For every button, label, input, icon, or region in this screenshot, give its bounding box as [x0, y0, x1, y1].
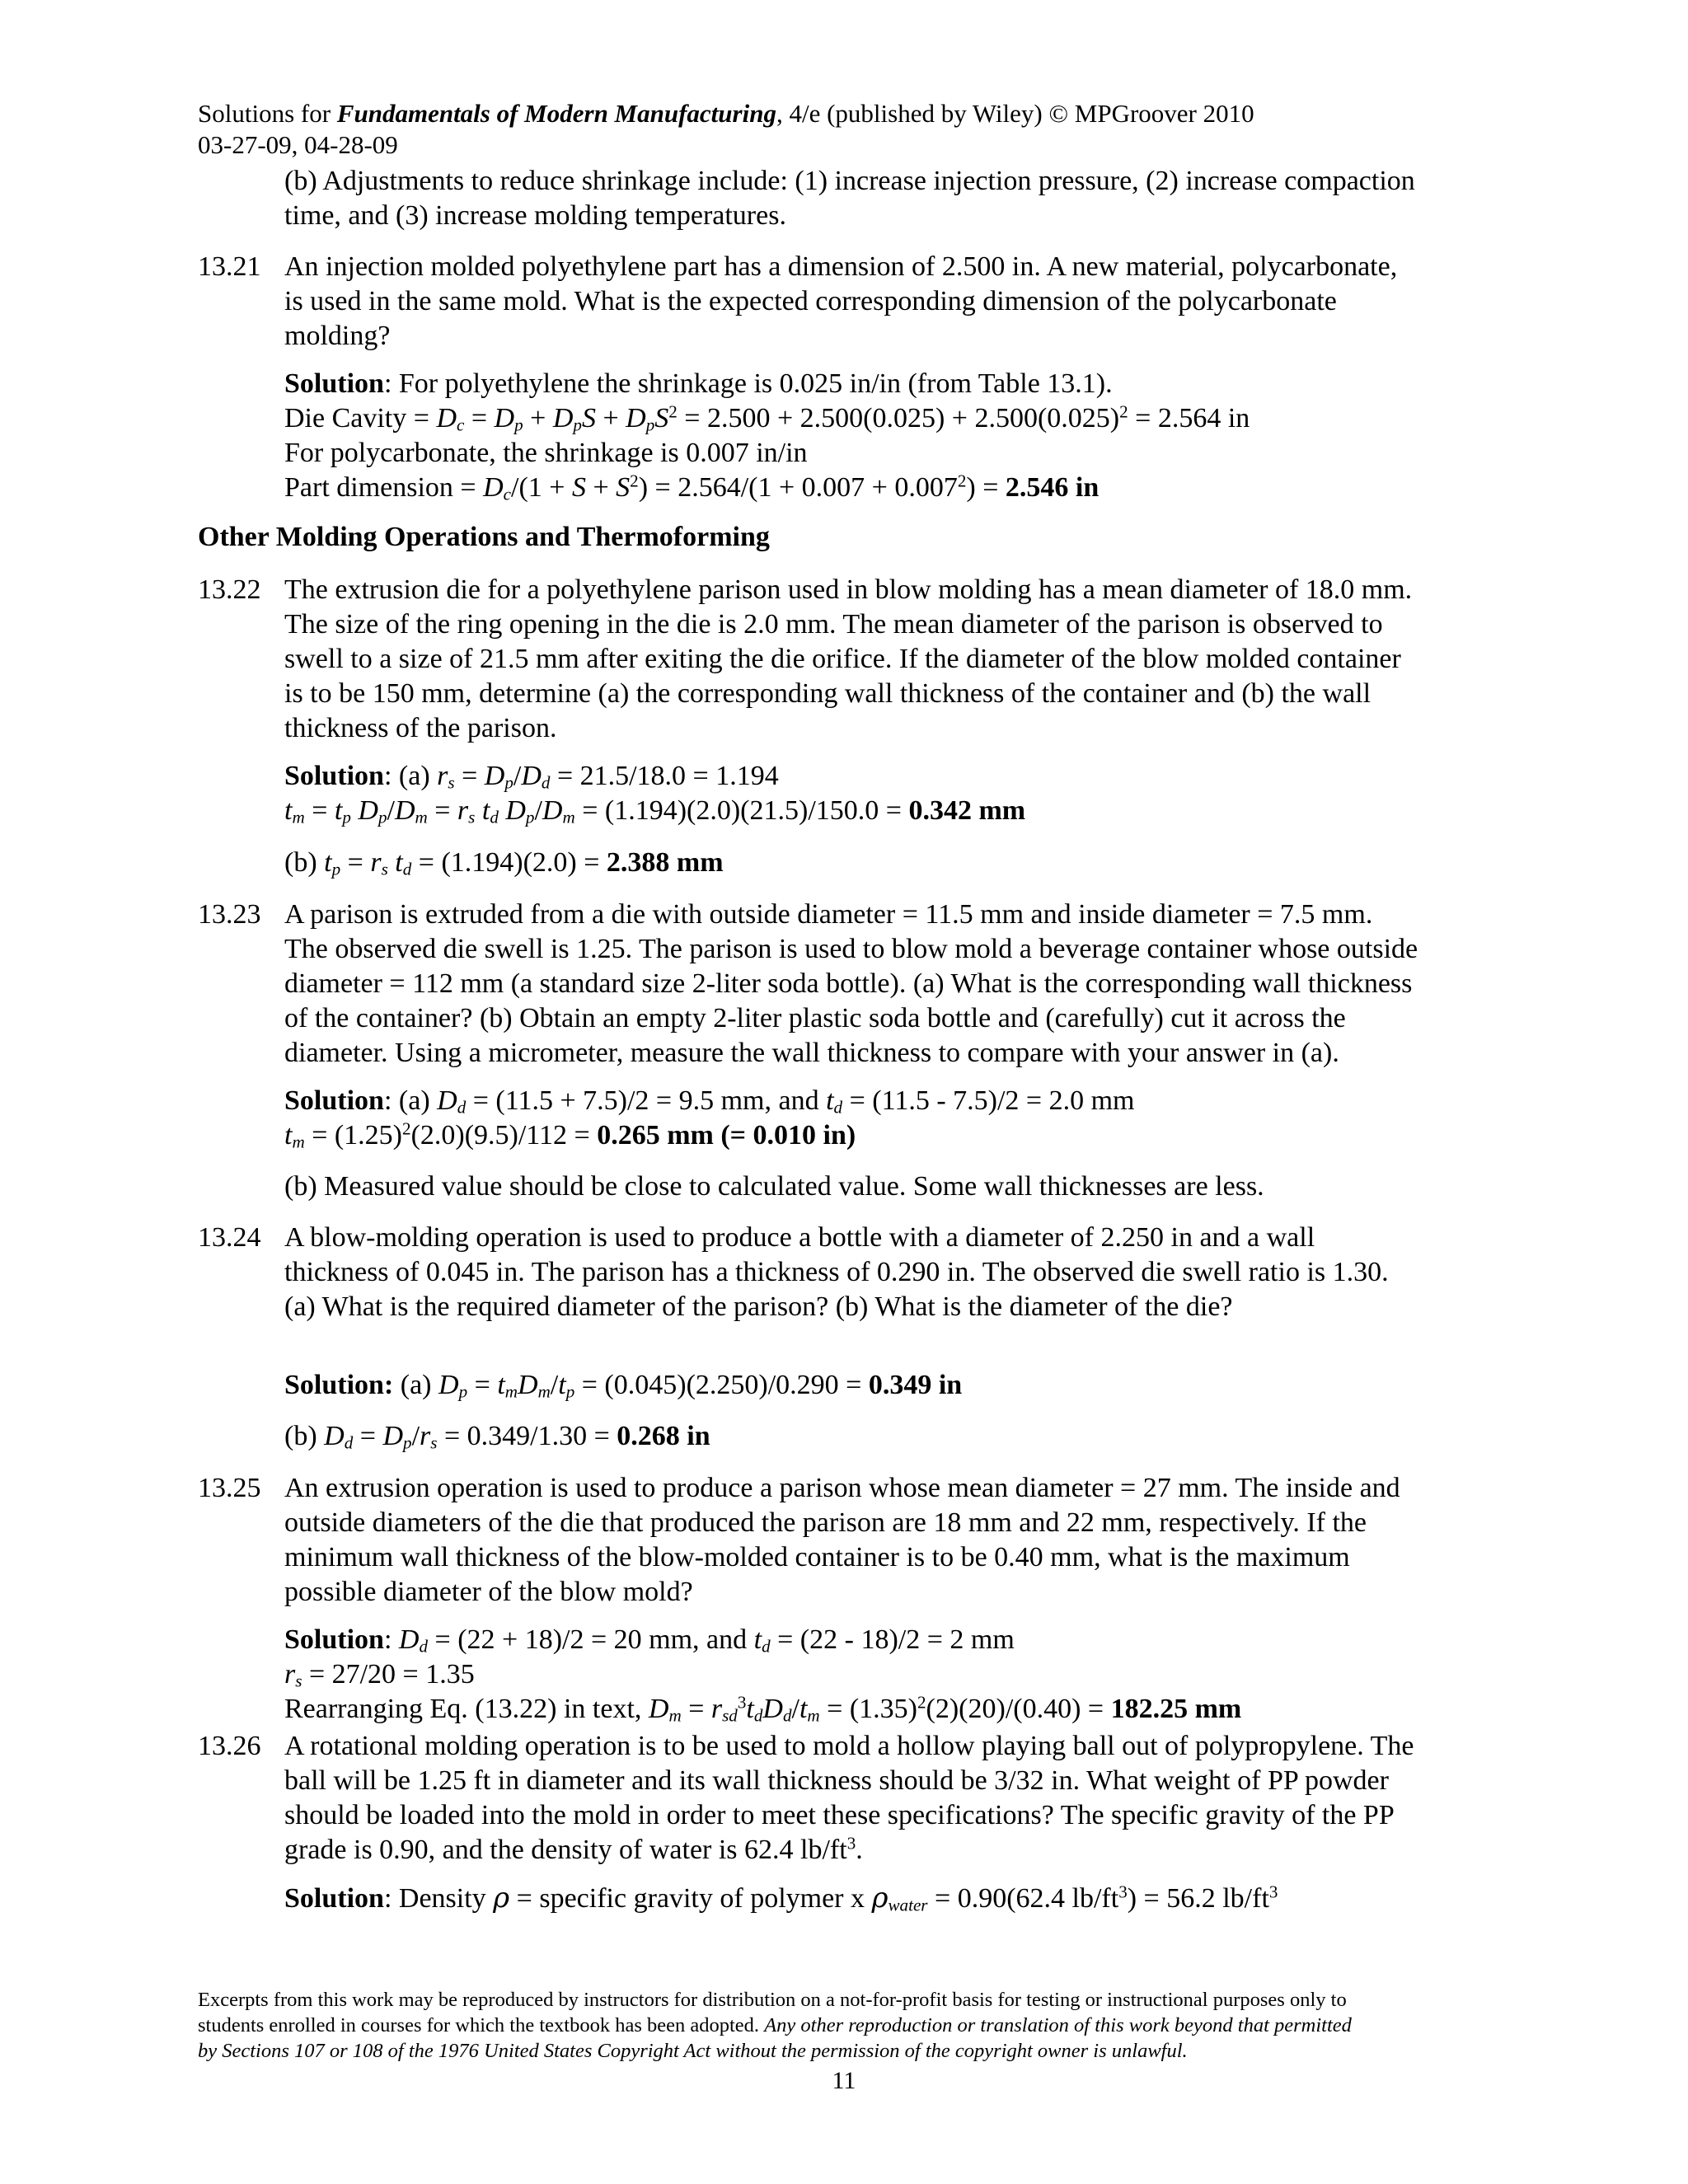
answer: 2.388 mm: [606, 847, 724, 878]
problem-number: 13.22: [198, 574, 261, 605]
problem-text: diameter = 112 mm (a standard size 2-liter soda bottle). (a) What is the corresponding wall thickness: [284, 968, 1413, 999]
book-title: Fundamentals of Modern Manufacturing: [336, 99, 776, 128]
equation-line: (b) $D_d = D_p/r_s = 0.349/1.30 = 0.268$ in: [284, 1421, 710, 1453]
problem-number: 13.25: [198, 1473, 261, 1503]
problem-text: A parison is extruded from a die with outside diameter = 11.5 mm and inside diameter = 7.5 mm.: [284, 899, 1373, 930]
problem-text: diameter. Using a micrometer, measure the wall thickness to compare with your answer in (a).: [284, 1038, 1339, 1068]
solution-line: (b) Measured value should be close to calculated value. Some wall thicknesses are less.: [284, 1171, 1264, 1202]
footer-line: Excerpts from this work may be reproduced by instructors for distribution on a not-for-profit basis for testing or instructional purposes only to: [198, 1989, 1347, 2011]
problem-number: 13.26: [198, 1731, 261, 1761]
problem-text: A blow-molding operation is used to produce a bottle with a diameter of 2.250 in and a wall: [284, 1222, 1315, 1253]
problem-text: of the container? (b) Obtain an empty 2-liter plastic soda bottle and (carefully) cut it across the: [284, 1003, 1346, 1033]
problem-text: is used in the same mold. What is the expected corresponding dimension of the polycarbonate: [284, 286, 1337, 316]
problem-number: 13.21: [198, 251, 261, 282]
equation-line: (b) $t_p = r_s$ $t_d = (1.194)(2.0) = 2.388$ mm: [284, 847, 724, 879]
equation-line: $t_m = (1.25)^2(2.0)(9.5)/112 = 0.265$ mm (= 0.010 in): [284, 1118, 856, 1152]
paragraph-line: (b) Adjustments to reduce shrinkage include: (1) increase injection pressure, (2) increase compaction: [284, 166, 1415, 196]
equation-line: Die Cavity = $D_c = D_p + D_pS + D_pS^2 = 2.500 + 2.500(0.025) + 2.500(0.025)^2 = 2.564$ in: [284, 401, 1250, 435]
problem-text: is to be 150 mm, determine (a) the corresponding wall thickness of the container and (b) the wall: [284, 678, 1372, 709]
solution-line: Solution: For polyethylene the shrinkage is 0.025 in/in (from Table 13.1).: [284, 368, 1113, 399]
problem-text: The extrusion die for a polyethylene parison used in blow molding has a mean diameter of 18.0 mm.: [284, 574, 1413, 605]
page-number: 11: [832, 2067, 856, 2094]
problem-text: swell to a size of 21.5 mm after exiting the die orifice. If the diameter of the blow molded container: [284, 644, 1401, 674]
problem-text: thickness of the parison.: [284, 713, 557, 743]
answer: 0.342 mm: [908, 795, 1026, 826]
footer-line: by Sections 107 or 108 of the 1976 United States Copyright Act without the permission of the copyright owner is unlawful.: [198, 2040, 1188, 2062]
problem-text: grade is 0.90, and the density of water is 62.4 $lb/ft^3$.: [284, 1833, 863, 1865]
solution-line: Solution: (a) $D_p = t_mD_m/t_p = (0.045)(2.250)/0.290 = 0.349$ in: [284, 1370, 963, 1402]
footer-line: students enrolled in courses for which the textbook has been adopted. Any other reproduction or translation of this work beyond that permitted: [198, 2014, 1352, 2036]
solution-label: Solution: [284, 368, 384, 399]
solution-line: For polycarbonate, the shrinkage is 0.007 in/in: [284, 438, 808, 468]
problem-text: possible diameter of the blow mold?: [284, 1577, 693, 1607]
problem-number: 13.24: [198, 1222, 261, 1253]
problem-text: minimum wall thickness of the blow-molded container is to be 0.40 mm, what is the maximum: [284, 1542, 1350, 1572]
equation-line: Part dimension = $D_c/(1 + S + S^2) = 2.564/(1 + 0.007 + 0.007^2) = 2.546$ in: [284, 471, 1100, 504]
solution-line: Solution: $D_d = (22 + 18)/2 = 20$ mm, and $t_d = (22 - 18)/2 = 2$ mm: [284, 1624, 1015, 1657]
problem-text: An injection molded polyethylene part has a dimension of 2.500 in. A new material, polycarbonate,: [284, 251, 1398, 282]
problem-text: (a) What is the required diameter of the parison? (b) What is the diameter of the die?: [284, 1291, 1233, 1322]
problem-text: An extrusion operation is used to produce a parison whose mean diameter = 27 mm. The inside and: [284, 1473, 1400, 1503]
answer: 0.268 in: [617, 1421, 710, 1451]
section-heading: Other Molding Operations and Thermoforming: [198, 522, 770, 552]
problem-text: The observed die swell is 1.25. The parison is used to blow mold a beverage container whose outside: [284, 934, 1418, 964]
problem-text: thickness of 0.045 in. The parison has a thickness of 0.290 in. The observed die swell ratio is 1.30.: [284, 1257, 1389, 1287]
answer: 0.265 mm (= 0.010 in): [597, 1120, 856, 1151]
solution-line: Solution: Density ρ = specific gravity of polymer x $\rho_{water} = 0.90(62.4$ $lb/ft^3) = 56.2$ $lb/ft^3$: [284, 1882, 1278, 1915]
problem-text: should be loaded into the mold in order to meet these specifications? The specific gravity of the PP: [284, 1800, 1395, 1830]
problem-number: 13.23: [198, 899, 261, 930]
page-header: Solutions for Fundamentals of Modern Manufacturing, 4/e (published by Wiley) © MPGroover 2010: [198, 99, 1254, 128]
equation-line: Rearranging Eq. (13.22) in text, $D_m = r_{sd}^3t_dD_d/t_m = (1.35)^2(2)(20)/(0.40) = 182.25$ mm: [284, 1692, 1242, 1726]
answer: 0.349 in: [868, 1370, 963, 1400]
equation-line: $r_s = 27/20 = 1.35$: [284, 1659, 475, 1691]
problem-text: outside diameters of the die that produced the parison are 18 mm and 22 mm, respectively. If the: [284, 1507, 1367, 1538]
header-dates: 03-27-09, 04-28-09: [198, 130, 398, 159]
paragraph-line: time, and (3) increase molding temperatures.: [284, 200, 786, 231]
problem-text: A rotational molding operation is to be used to mold a hollow playing ball out of polypropylene. The: [284, 1731, 1414, 1761]
solution-line: Solution: (a) $D_d = (11.5 + 7.5)/2 = 9.5$ mm, and $t_d = (11.5 - 7.5)/2 = 2.0$ mm: [284, 1085, 1135, 1118]
solution-line: Solution: (a) $r_s = D_p/D_d = 21.5/18.0 = 1.194$: [284, 761, 779, 793]
problem-text: ball will be 1.25 ft in diameter and its wall thickness should be 3/32 in. What weight of PP powder: [284, 1765, 1389, 1796]
problem-text: molding?: [284, 321, 391, 351]
problem-text: The size of the ring opening in the die is 2.0 mm. The mean diameter of the parison is observed to: [284, 609, 1383, 640]
equation-line: $t_m = t_p$ $D_p/D_m = r_s$ $t_d$ $D_p/D_m = (1.194)(2.0)(21.5)/150.0 = 0.342$ mm: [284, 795, 1026, 827]
answer: 182.25 mm: [1110, 1694, 1242, 1724]
answer: 2.546 in: [1005, 472, 1100, 503]
